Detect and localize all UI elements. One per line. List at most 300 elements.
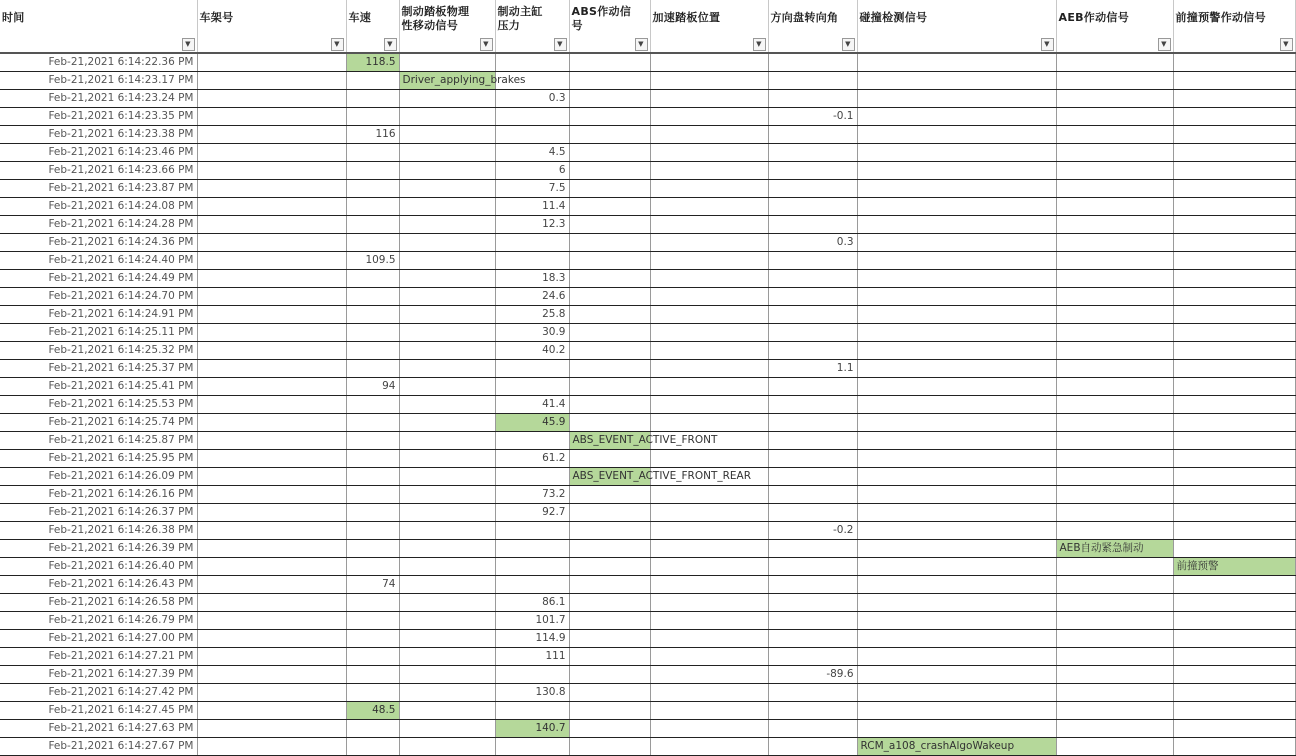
cell-fcw[interactable]: [1173, 576, 1295, 594]
cell-vin[interactable]: [197, 360, 346, 378]
cell-steering-angle[interactable]: [768, 450, 857, 468]
cell-vin[interactable]: [197, 306, 346, 324]
cell-vin[interactable]: [197, 162, 346, 180]
cell-vin[interactable]: [197, 432, 346, 450]
cell-brake-pedal[interactable]: [399, 144, 495, 162]
cell-accel-pedal[interactable]: [650, 594, 768, 612]
cell-speed[interactable]: [346, 144, 399, 162]
cell-crash-detect[interactable]: [857, 594, 1056, 612]
cell-brake-pedal[interactable]: [399, 198, 495, 216]
cell-time[interactable]: [0, 720, 197, 738]
cell-time[interactable]: [0, 540, 197, 558]
cell-brake-pressure[interactable]: [495, 378, 569, 396]
cell-brake-pedal[interactable]: [399, 630, 495, 648]
cell-steering-angle[interactable]: [768, 144, 857, 162]
cell-aeb[interactable]: [1056, 576, 1173, 594]
cell-vin[interactable]: [197, 198, 346, 216]
cell-brake-pedal[interactable]: [399, 576, 495, 594]
cell-crash-detect[interactable]: [857, 360, 1056, 378]
cell-speed[interactable]: [346, 324, 399, 342]
cell-abs[interactable]: [569, 306, 650, 324]
cell-time[interactable]: [0, 216, 197, 234]
cell-brake-pedal[interactable]: [399, 468, 495, 486]
cell-brake-pedal[interactable]: [399, 270, 495, 288]
cell-vin[interactable]: [197, 180, 346, 198]
filter-dropdown-icon[interactable]: ▼: [1041, 38, 1054, 51]
cell-speed[interactable]: [346, 234, 399, 252]
cell-time[interactable]: [0, 522, 197, 540]
cell-vin[interactable]: [197, 108, 346, 126]
cell-brake-pedal[interactable]: [399, 414, 495, 432]
cell-abs[interactable]: [569, 450, 650, 468]
cell-steering-angle[interactable]: [768, 630, 857, 648]
cell-steering-angle[interactable]: [768, 53, 857, 72]
cell-accel-pedal[interactable]: [650, 684, 768, 702]
cell-speed[interactable]: [346, 53, 399, 72]
cell-speed[interactable]: [346, 612, 399, 630]
cell-aeb[interactable]: [1056, 396, 1173, 414]
cell-time[interactable]: [0, 576, 197, 594]
cell-fcw[interactable]: [1173, 342, 1295, 360]
cell-steering-angle[interactable]: [768, 252, 857, 270]
cell-abs[interactable]: [569, 324, 650, 342]
cell-steering-angle[interactable]: [768, 360, 857, 378]
cell-steering-angle[interactable]: [768, 72, 857, 90]
cell-steering-angle[interactable]: [768, 108, 857, 126]
cell-steering-angle[interactable]: [768, 234, 857, 252]
cell-speed[interactable]: [346, 414, 399, 432]
cell-accel-pedal[interactable]: [650, 72, 768, 90]
cell-speed[interactable]: [346, 486, 399, 504]
cell-fcw[interactable]: [1173, 432, 1295, 450]
filter-dropdown-icon[interactable]: ▼: [753, 38, 766, 51]
cell-fcw[interactable]: [1173, 252, 1295, 270]
cell-accel-pedal[interactable]: [650, 90, 768, 108]
cell-abs[interactable]: [569, 216, 650, 234]
cell-crash-detect[interactable]: [857, 576, 1056, 594]
cell-time[interactable]: [0, 270, 197, 288]
cell-vin[interactable]: [197, 486, 346, 504]
cell-brake-pedal[interactable]: [399, 702, 495, 720]
cell-brake-pressure[interactable]: [495, 594, 569, 612]
cell-time[interactable]: [0, 144, 197, 162]
cell-accel-pedal[interactable]: [650, 504, 768, 522]
cell-abs[interactable]: [569, 414, 650, 432]
cell-speed[interactable]: [346, 342, 399, 360]
cell-steering-angle[interactable]: [768, 180, 857, 198]
cell-vin[interactable]: [197, 684, 346, 702]
cell-crash-detect[interactable]: [857, 432, 1056, 450]
cell-vin[interactable]: [197, 558, 346, 576]
cell-brake-pedal[interactable]: [399, 648, 495, 666]
filter-dropdown-icon[interactable]: ▼: [1280, 38, 1293, 51]
cell-crash-detect[interactable]: [857, 702, 1056, 720]
cell-speed[interactable]: [346, 180, 399, 198]
cell-vin[interactable]: [197, 378, 346, 396]
filter-dropdown-icon[interactable]: ▼: [480, 38, 493, 51]
cell-crash-detect[interactable]: [857, 450, 1056, 468]
cell-speed[interactable]: [346, 720, 399, 738]
cell-steering-angle[interactable]: [768, 216, 857, 234]
cell-accel-pedal[interactable]: [650, 216, 768, 234]
cell-time[interactable]: [0, 360, 197, 378]
cell-aeb[interactable]: [1056, 432, 1173, 450]
cell-abs[interactable]: [569, 162, 650, 180]
cell-accel-pedal[interactable]: [650, 53, 768, 72]
cell-abs[interactable]: [569, 53, 650, 72]
cell-abs[interactable]: [569, 486, 650, 504]
cell-brake-pedal[interactable]: [399, 180, 495, 198]
cell-time[interactable]: [0, 396, 197, 414]
cell-abs[interactable]: [569, 522, 650, 540]
cell-brake-pedal[interactable]: [399, 450, 495, 468]
cell-brake-pressure[interactable]: [495, 558, 569, 576]
cell-aeb[interactable]: [1056, 486, 1173, 504]
cell-steering-angle[interactable]: [768, 288, 857, 306]
cell-crash-detect[interactable]: [857, 486, 1056, 504]
cell-steering-angle[interactable]: [768, 378, 857, 396]
cell-brake-pedal[interactable]: [399, 108, 495, 126]
cell-speed[interactable]: [346, 576, 399, 594]
cell-time[interactable]: [0, 648, 197, 666]
cell-accel-pedal[interactable]: [650, 576, 768, 594]
cell-brake-pressure[interactable]: [495, 180, 569, 198]
cell-crash-detect[interactable]: [857, 540, 1056, 558]
cell-fcw[interactable]: [1173, 486, 1295, 504]
cell-vin[interactable]: [197, 414, 346, 432]
cell-brake-pressure[interactable]: [495, 684, 569, 702]
cell-brake-pedal[interactable]: [399, 72, 526, 90]
cell-fcw[interactable]: [1173, 522, 1295, 540]
cell-time[interactable]: [0, 432, 197, 450]
cell-steering-angle[interactable]: [768, 720, 857, 738]
cell-fcw[interactable]: [1173, 558, 1295, 576]
cell-brake-pressure[interactable]: [495, 53, 569, 72]
cell-brake-pressure[interactable]: [495, 252, 569, 270]
cell-fcw[interactable]: [1173, 360, 1295, 378]
cell-accel-pedal[interactable]: [650, 324, 768, 342]
cell-crash-detect[interactable]: [857, 288, 1056, 306]
cell-brake-pedal[interactable]: [399, 288, 495, 306]
cell-time[interactable]: [0, 90, 197, 108]
cell-brake-pedal[interactable]: [399, 504, 495, 522]
cell-brake-pressure[interactable]: [495, 576, 569, 594]
cell-aeb[interactable]: [1056, 108, 1173, 126]
cell-aeb[interactable]: [1056, 504, 1173, 522]
cell-brake-pressure[interactable]: [495, 432, 569, 450]
cell-steering-angle[interactable]: [768, 162, 857, 180]
cell-accel-pedal[interactable]: [650, 558, 768, 576]
cell-brake-pedal[interactable]: [399, 612, 495, 630]
cell-time[interactable]: [0, 594, 197, 612]
cell-steering-angle[interactable]: [768, 522, 857, 540]
cell-time[interactable]: [0, 324, 197, 342]
cell-speed[interactable]: [346, 162, 399, 180]
cell-abs[interactable]: [569, 468, 752, 486]
cell-time[interactable]: [0, 234, 197, 252]
cell-abs[interactable]: [569, 540, 650, 558]
cell-fcw[interactable]: [1173, 324, 1295, 342]
cell-steering-angle[interactable]: [768, 666, 857, 684]
cell-brake-pressure[interactable]: [495, 630, 569, 648]
cell-brake-pedal[interactable]: [399, 360, 495, 378]
cell-crash-detect[interactable]: [857, 180, 1056, 198]
cell-vin[interactable]: [197, 324, 346, 342]
cell-abs[interactable]: [569, 720, 650, 738]
cell-abs[interactable]: [569, 630, 650, 648]
cell-brake-pressure[interactable]: [495, 144, 569, 162]
cell-accel-pedal[interactable]: [650, 162, 768, 180]
cell-abs[interactable]: [569, 180, 650, 198]
cell-abs[interactable]: [569, 108, 650, 126]
cell-accel-pedal[interactable]: [650, 666, 768, 684]
cell-steering-angle[interactable]: [768, 396, 857, 414]
cell-fcw[interactable]: [1173, 450, 1295, 468]
cell-abs[interactable]: [569, 666, 650, 684]
cell-crash-detect[interactable]: [857, 396, 1056, 414]
cell-accel-pedal[interactable]: [650, 720, 768, 738]
cell-crash-detect[interactable]: [857, 630, 1056, 648]
cell-vin[interactable]: [197, 468, 346, 486]
cell-time[interactable]: [0, 306, 197, 324]
cell-speed[interactable]: [346, 270, 399, 288]
cell-abs[interactable]: [569, 252, 650, 270]
cell-brake-pressure[interactable]: [495, 162, 569, 180]
cell-vin[interactable]: [197, 450, 346, 468]
cell-fcw[interactable]: [1173, 720, 1295, 738]
cell-steering-angle[interactable]: [768, 486, 857, 504]
cell-speed[interactable]: [346, 702, 399, 720]
cell-aeb[interactable]: [1056, 378, 1173, 396]
cell-speed[interactable]: [346, 198, 399, 216]
cell-accel-pedal[interactable]: [650, 198, 768, 216]
cell-fcw[interactable]: [1173, 684, 1295, 702]
cell-time[interactable]: [0, 612, 197, 630]
cell-brake-pedal[interactable]: [399, 594, 495, 612]
cell-crash-detect[interactable]: [857, 342, 1056, 360]
cell-time[interactable]: [0, 738, 197, 756]
cell-time[interactable]: [0, 162, 197, 180]
cell-fcw[interactable]: [1173, 126, 1295, 144]
cell-aeb[interactable]: [1056, 738, 1173, 756]
cell-brake-pressure[interactable]: [495, 288, 569, 306]
cell-brake-pressure[interactable]: [495, 108, 569, 126]
cell-aeb[interactable]: [1056, 630, 1173, 648]
cell-brake-pedal[interactable]: [399, 53, 495, 72]
cell-crash-detect[interactable]: [857, 252, 1056, 270]
cell-crash-detect[interactable]: [857, 53, 1056, 72]
cell-steering-angle[interactable]: [768, 126, 857, 144]
cell-brake-pressure[interactable]: [495, 342, 569, 360]
cell-time[interactable]: [0, 53, 197, 72]
cell-vin[interactable]: [197, 594, 346, 612]
cell-fcw[interactable]: [1173, 594, 1295, 612]
cell-abs[interactable]: [569, 684, 650, 702]
cell-vin[interactable]: [197, 234, 346, 252]
cell-speed[interactable]: [346, 432, 399, 450]
cell-speed[interactable]: [346, 450, 399, 468]
cell-vin[interactable]: [197, 612, 346, 630]
cell-accel-pedal[interactable]: [650, 360, 768, 378]
cell-time[interactable]: [0, 108, 197, 126]
cell-crash-detect[interactable]: [857, 522, 1056, 540]
cell-fcw[interactable]: [1173, 468, 1295, 486]
cell-accel-pedal[interactable]: [650, 540, 768, 558]
cell-crash-detect[interactable]: [857, 414, 1056, 432]
cell-aeb[interactable]: [1056, 522, 1173, 540]
cell-steering-angle[interactable]: [768, 540, 857, 558]
cell-speed[interactable]: [346, 648, 399, 666]
cell-steering-angle[interactable]: [768, 342, 857, 360]
cell-crash-detect[interactable]: [857, 198, 1056, 216]
cell-crash-detect[interactable]: [857, 126, 1056, 144]
cell-vin[interactable]: [197, 576, 346, 594]
cell-brake-pedal[interactable]: [399, 540, 495, 558]
cell-aeb[interactable]: [1056, 306, 1173, 324]
cell-time[interactable]: [0, 126, 197, 144]
cell-speed[interactable]: [346, 360, 399, 378]
cell-abs[interactable]: [569, 198, 650, 216]
cell-brake-pedal[interactable]: [399, 234, 495, 252]
cell-crash-detect[interactable]: [857, 108, 1056, 126]
cell-fcw[interactable]: [1173, 144, 1295, 162]
filter-dropdown-icon[interactable]: ▼: [331, 38, 344, 51]
cell-abs[interactable]: [569, 126, 650, 144]
cell-brake-pressure[interactable]: [495, 324, 569, 342]
cell-speed[interactable]: [346, 666, 399, 684]
cell-abs[interactable]: [569, 612, 650, 630]
filter-dropdown-icon[interactable]: ▼: [182, 38, 195, 51]
cell-abs[interactable]: [569, 396, 650, 414]
cell-brake-pressure[interactable]: [495, 468, 569, 486]
cell-aeb[interactable]: [1056, 540, 1173, 558]
cell-steering-angle[interactable]: [768, 612, 857, 630]
cell-speed[interactable]: [346, 72, 399, 90]
cell-brake-pressure[interactable]: [495, 234, 569, 252]
cell-aeb[interactable]: [1056, 612, 1173, 630]
cell-brake-pedal[interactable]: [399, 432, 495, 450]
cell-steering-angle[interactable]: [768, 702, 857, 720]
cell-brake-pressure[interactable]: [495, 450, 569, 468]
cell-aeb[interactable]: [1056, 162, 1173, 180]
cell-steering-angle[interactable]: [768, 198, 857, 216]
cell-time[interactable]: [0, 630, 197, 648]
cell-time[interactable]: [0, 486, 197, 504]
cell-abs[interactable]: [569, 702, 650, 720]
cell-time[interactable]: [0, 288, 197, 306]
cell-time[interactable]: [0, 558, 197, 576]
cell-steering-angle[interactable]: [768, 324, 857, 342]
cell-vin[interactable]: [197, 288, 346, 306]
cell-time[interactable]: [0, 378, 197, 396]
cell-time[interactable]: [0, 72, 197, 90]
cell-abs[interactable]: [569, 72, 650, 90]
cell-aeb[interactable]: [1056, 216, 1173, 234]
cell-speed[interactable]: [346, 594, 399, 612]
cell-accel-pedal[interactable]: [650, 234, 768, 252]
cell-vin[interactable]: [197, 126, 346, 144]
cell-crash-detect[interactable]: [857, 324, 1056, 342]
cell-time[interactable]: [0, 702, 197, 720]
cell-crash-detect[interactable]: [857, 612, 1056, 630]
cell-speed[interactable]: [346, 504, 399, 522]
cell-crash-detect[interactable]: [857, 234, 1056, 252]
cell-crash-detect[interactable]: [857, 504, 1056, 522]
cell-aeb[interactable]: [1056, 270, 1173, 288]
cell-time[interactable]: [0, 198, 197, 216]
cell-brake-pressure[interactable]: [495, 666, 569, 684]
cell-steering-angle[interactable]: [768, 738, 857, 756]
cell-speed[interactable]: [346, 252, 399, 270]
cell-fcw[interactable]: [1173, 90, 1295, 108]
cell-steering-angle[interactable]: [768, 684, 857, 702]
cell-accel-pedal[interactable]: [650, 306, 768, 324]
cell-vin[interactable]: [197, 396, 346, 414]
cell-brake-pressure[interactable]: [495, 126, 569, 144]
cell-time[interactable]: [0, 180, 197, 198]
cell-crash-detect[interactable]: [857, 720, 1056, 738]
cell-accel-pedal[interactable]: [650, 612, 768, 630]
cell-brake-pressure[interactable]: [495, 216, 569, 234]
cell-aeb[interactable]: [1056, 702, 1173, 720]
cell-aeb[interactable]: [1056, 414, 1173, 432]
cell-aeb[interactable]: [1056, 720, 1173, 738]
cell-aeb[interactable]: [1056, 144, 1173, 162]
cell-abs[interactable]: [569, 342, 650, 360]
cell-aeb[interactable]: [1056, 684, 1173, 702]
cell-steering-angle[interactable]: [768, 504, 857, 522]
cell-fcw[interactable]: [1173, 630, 1295, 648]
cell-crash-detect[interactable]: [857, 306, 1056, 324]
cell-abs[interactable]: [569, 144, 650, 162]
cell-steering-angle[interactable]: [768, 468, 857, 486]
cell-speed[interactable]: [346, 216, 399, 234]
cell-fcw[interactable]: [1173, 162, 1295, 180]
cell-aeb[interactable]: [1056, 558, 1173, 576]
cell-brake-pressure[interactable]: [495, 306, 569, 324]
cell-vin[interactable]: [197, 252, 346, 270]
cell-fcw[interactable]: [1173, 504, 1295, 522]
cell-abs[interactable]: [569, 90, 650, 108]
cell-accel-pedal[interactable]: [650, 738, 768, 756]
cell-vin[interactable]: [197, 216, 346, 234]
cell-brake-pressure[interactable]: [495, 738, 569, 756]
cell-brake-pedal[interactable]: [399, 252, 495, 270]
cell-brake-pedal[interactable]: [399, 522, 495, 540]
cell-fcw[interactable]: [1173, 396, 1295, 414]
cell-steering-angle[interactable]: [768, 270, 857, 288]
cell-steering-angle[interactable]: [768, 306, 857, 324]
cell-aeb[interactable]: [1056, 666, 1173, 684]
cell-speed[interactable]: [346, 126, 399, 144]
cell-accel-pedal[interactable]: [650, 450, 768, 468]
filter-dropdown-icon[interactable]: ▼: [384, 38, 397, 51]
cell-accel-pedal[interactable]: [650, 288, 768, 306]
cell-aeb[interactable]: [1056, 198, 1173, 216]
cell-vin[interactable]: [197, 90, 346, 108]
cell-aeb[interactable]: [1056, 234, 1173, 252]
cell-aeb[interactable]: [1056, 342, 1173, 360]
cell-vin[interactable]: [197, 540, 346, 558]
cell-accel-pedal[interactable]: [650, 270, 768, 288]
cell-fcw[interactable]: [1173, 738, 1295, 756]
cell-aeb[interactable]: [1056, 288, 1173, 306]
cell-brake-pedal[interactable]: [399, 396, 495, 414]
cell-crash-detect[interactable]: [857, 90, 1056, 108]
cell-abs[interactable]: [569, 504, 650, 522]
filter-dropdown-icon[interactable]: ▼: [1158, 38, 1171, 51]
cell-vin[interactable]: [197, 270, 346, 288]
